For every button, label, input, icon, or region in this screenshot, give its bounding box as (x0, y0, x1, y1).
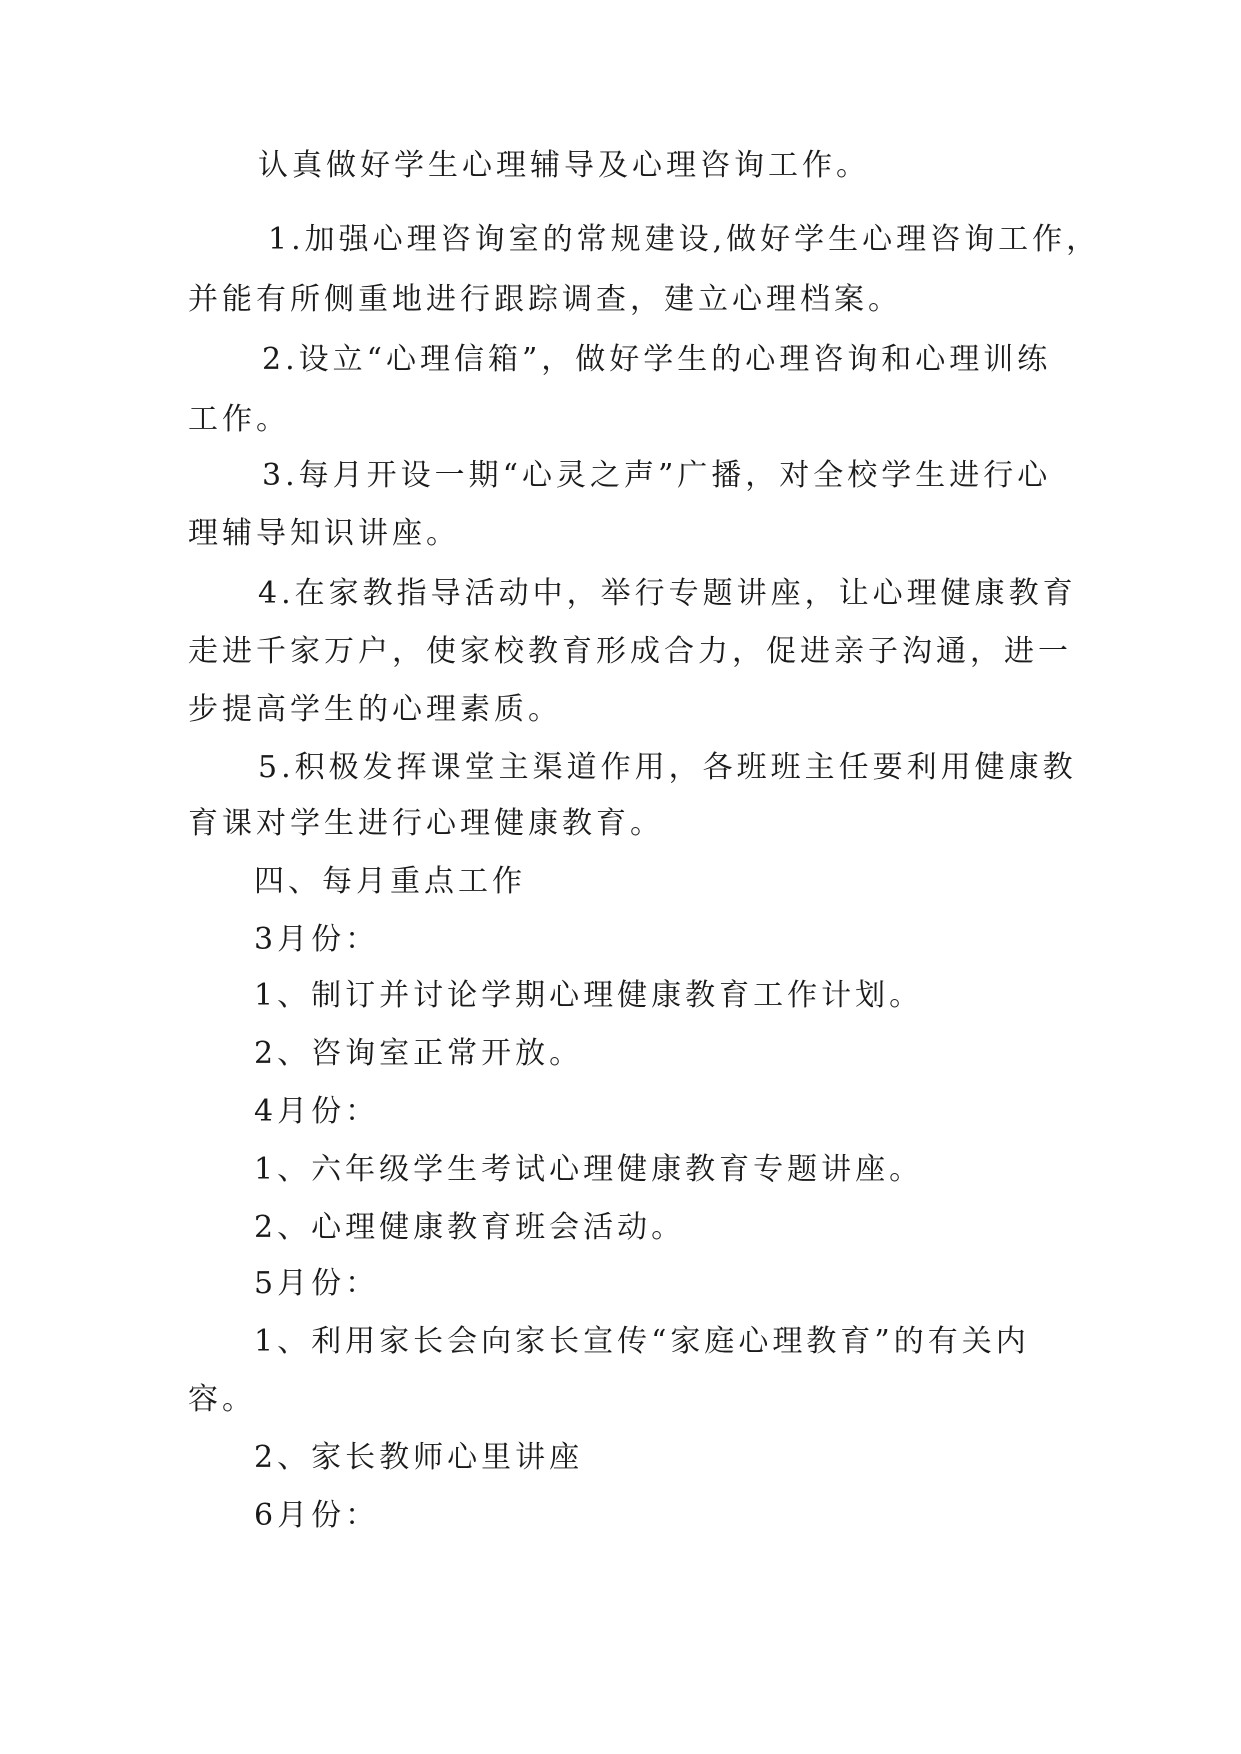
list-item: 2、咨询室正常开放。 (254, 1036, 584, 1071)
paragraph-line: 育课对学生进行心理健康教育。 (188, 806, 664, 841)
month-heading: 4月份： (254, 1094, 380, 1129)
list-item-continuation: 容。 (188, 1382, 256, 1417)
paragraph-line: 4.在家教指导活动中，举行专题讲座，让心理健康教育 (258, 576, 1077, 611)
paragraph-line: 5.积极发挥课堂主渠道作用，各班班主任要利用健康教 (258, 750, 1077, 785)
section-heading: 四、每月重点工作 (254, 864, 526, 899)
paragraph-line: 认真做好学生心理辅导及心理咨询工作。 (258, 148, 870, 183)
month-heading: 3月份： (254, 922, 380, 957)
paragraph-line: 步提高学生的心理素质。 (188, 692, 562, 727)
paragraph-line: 走进千家万户，使家校教育形成合力，促进亲子沟通，进一 (188, 634, 1072, 669)
list-item: 1、六年级学生考试心理健康教育专题讲座。 (254, 1152, 924, 1187)
paragraph-line: 3.每月开设一期“心灵之声”广播，对全校学生进行心 (262, 458, 1052, 493)
month-heading: 6月份： (254, 1498, 380, 1533)
paragraph-line: 理辅导知识讲座。 (188, 516, 460, 551)
paragraph-line: 工作。 (188, 402, 290, 437)
list-item: 2、家长教师心里讲座 (254, 1440, 584, 1475)
list-item: 2、心理健康教育班会活动。 (254, 1210, 686, 1245)
month-heading: 5月份： (254, 1266, 380, 1301)
paragraph-line: 1.加强心理咨询室的常规建设,做好学生心理咨询工作， (268, 222, 1101, 257)
paragraph-line: 2.设立“心理信箱”，做好学生的心理咨询和心理训练 (262, 342, 1052, 377)
paragraph-line: 并能有所侧重地进行跟踪调查，建立心理档案。 (188, 282, 902, 317)
list-item: 1、利用家长会向家长宣传“家庭心理教育”的有关内 (254, 1324, 1030, 1359)
list-item: 1、制订并讨论学期心理健康教育工作计划。 (254, 978, 924, 1013)
